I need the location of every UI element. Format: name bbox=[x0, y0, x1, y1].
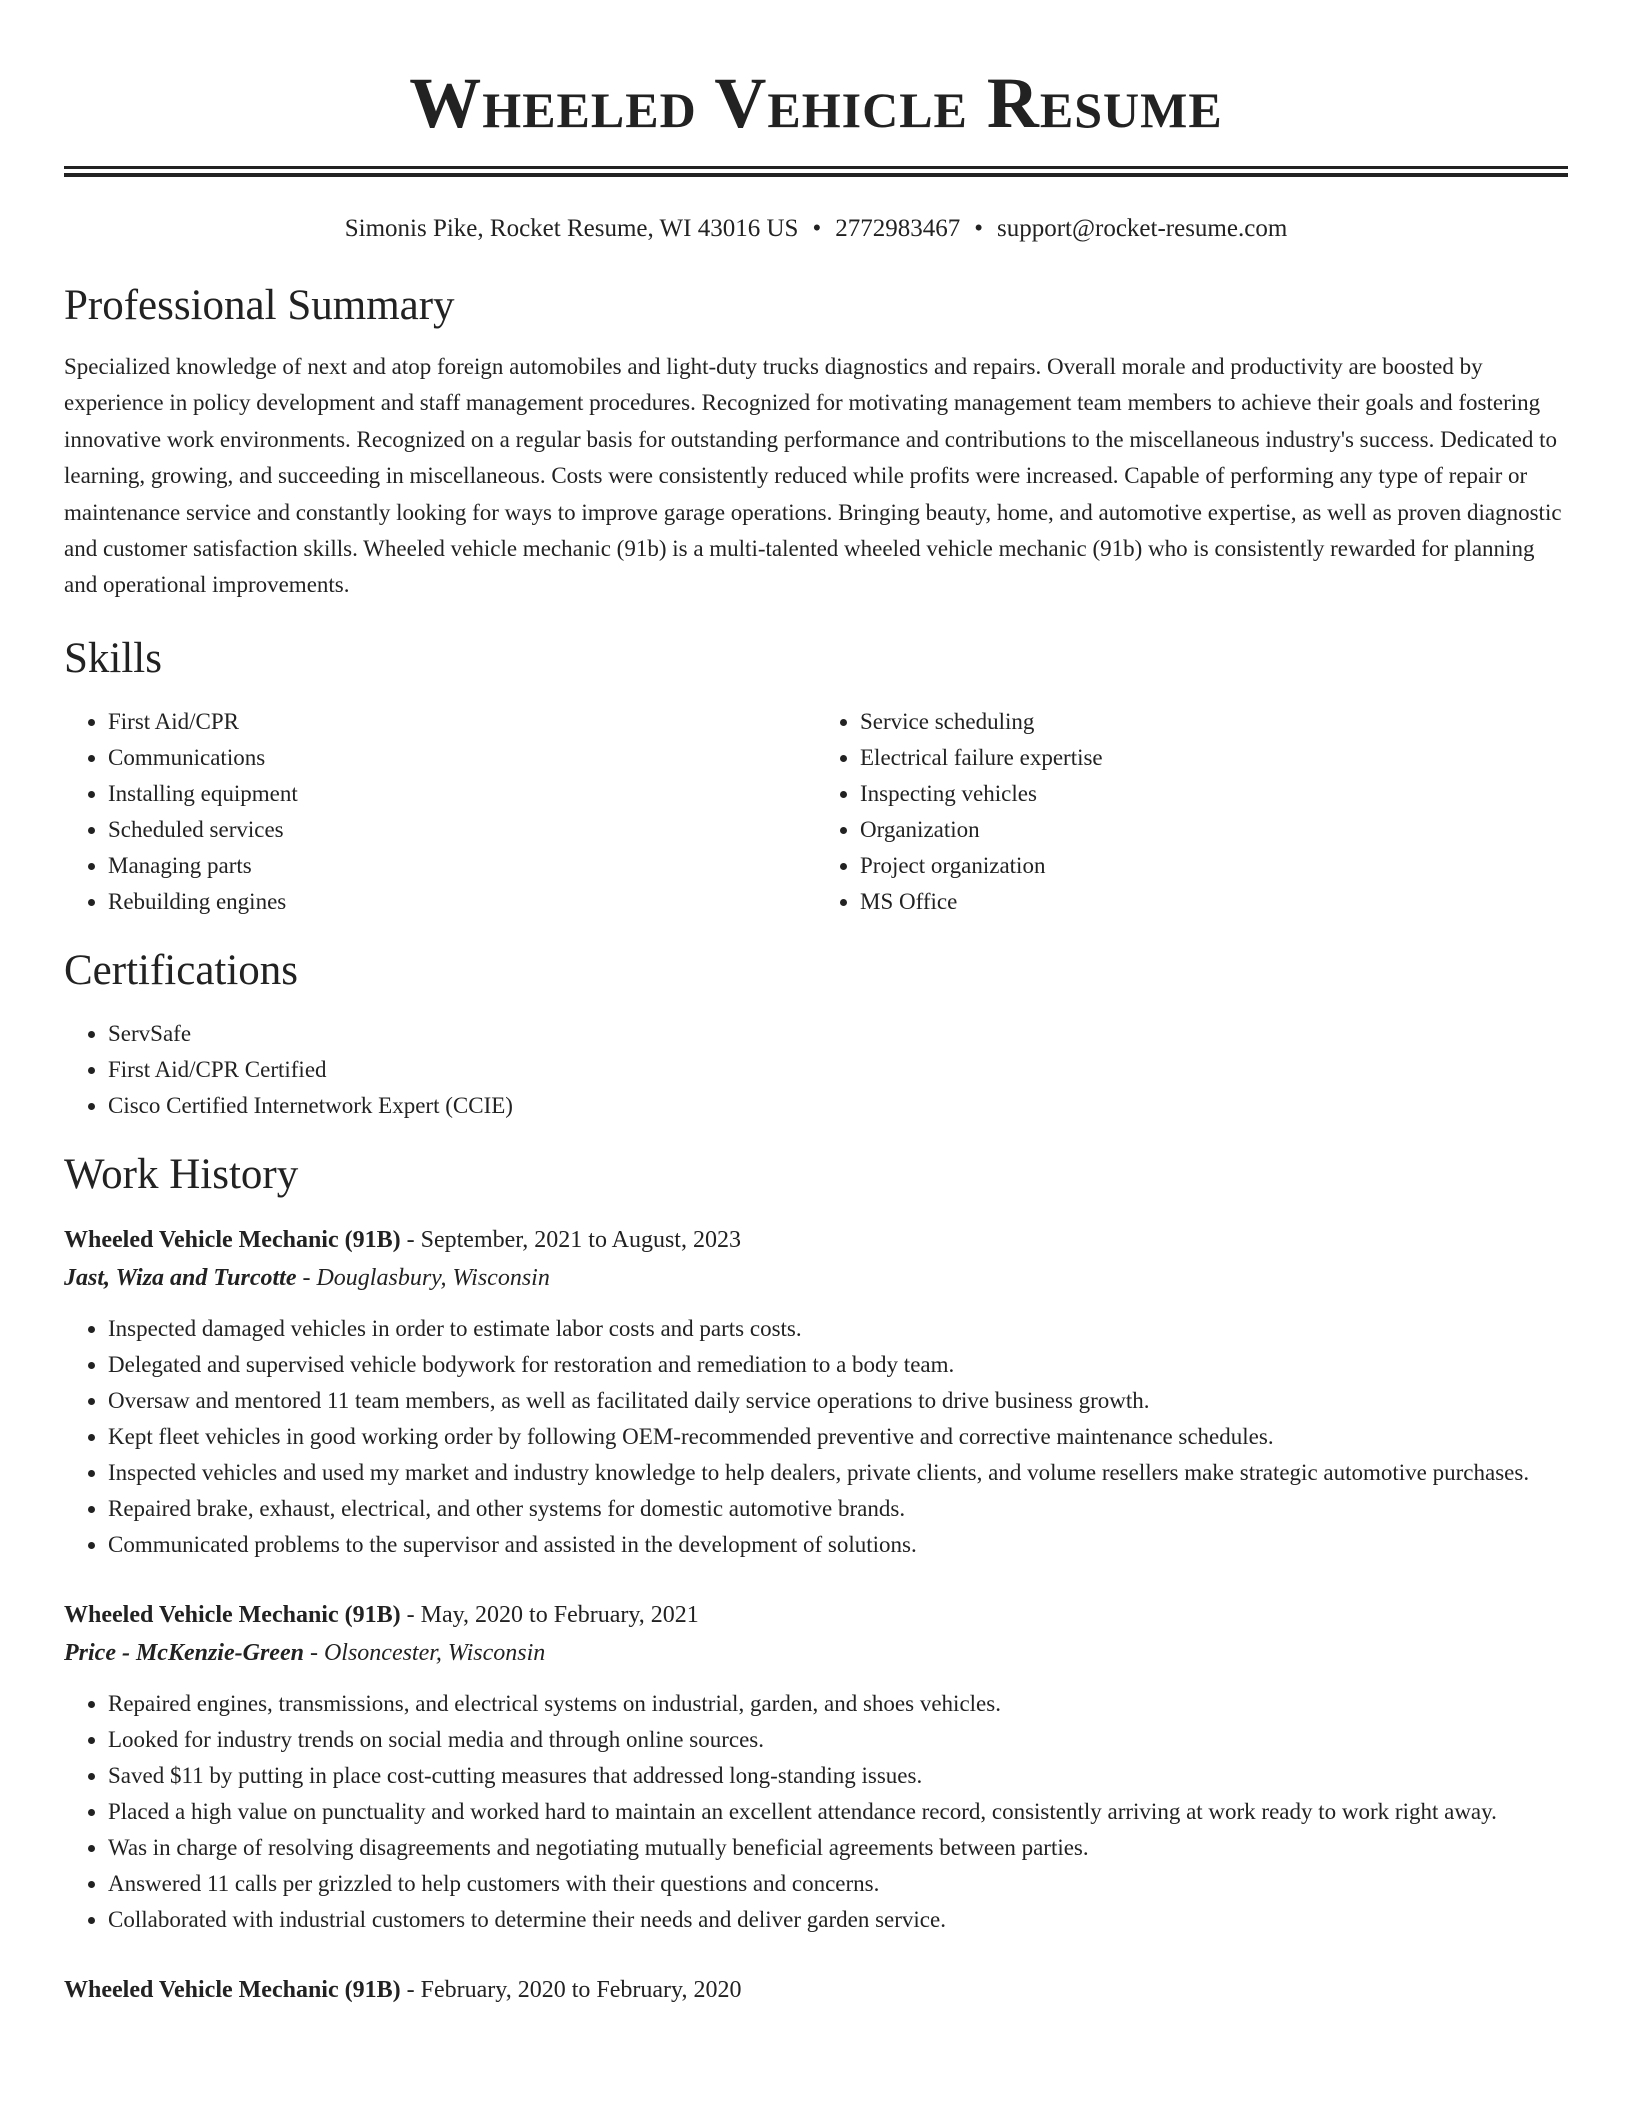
contact-separator: • bbox=[974, 215, 983, 242]
certification-item: • First Aid/CPR Certified bbox=[108, 1052, 1568, 1088]
contact-separator: • bbox=[812, 215, 822, 242]
skills-heading: Skills bbox=[64, 634, 162, 682]
job-bullet: • Placed a high value on punctuality and worked hard to maintain an excellent attendance record, consistently arriving at work ready to work right away. bbox=[108, 1794, 1568, 1830]
skill-item: • Scheduled services bbox=[108, 812, 816, 848]
certifications-heading: Certifications bbox=[64, 946, 299, 994]
skill-item: • Inspecting vehicles bbox=[860, 776, 1568, 812]
job-title-line bbox=[64, 1972, 1568, 2009]
employer-line bbox=[64, 1259, 1568, 1297]
job-bullet: • Collaborated with industrial customers to determine their needs and deliver garden service. bbox=[108, 1902, 1568, 1938]
job-dates: - February, 2020 to February, 2020 bbox=[400, 1976, 742, 2003]
job-bullet: • Communicated problems to the supervisor and assisted in the development of solutions. bbox=[108, 1527, 1568, 1563]
resume-title: Wheeled Vehicle Resume bbox=[409, 63, 1223, 143]
employer-location: - Douglasbury, Wisconsin bbox=[296, 1264, 550, 1291]
skills-list-right bbox=[816, 704, 1568, 920]
skills-section bbox=[64, 632, 1568, 920]
skill-item: • Organization bbox=[860, 812, 1568, 848]
job-title: Wheeled Vehicle Mechanic (91B) bbox=[64, 1976, 401, 2003]
job-title: Wheeled Vehicle Mechanic (91B) bbox=[64, 1226, 401, 1253]
certifications-section bbox=[64, 944, 1568, 1124]
job-bullet: • Delegated and supervised vehicle bodywork for restoration and remediation to a body team. bbox=[108, 1347, 1568, 1383]
job-entry bbox=[64, 1222, 1568, 1563]
job-dates: - September, 2021 to August, 2023 bbox=[400, 1226, 741, 1253]
skills-grid bbox=[64, 704, 1568, 920]
skill-item: • Rebuilding engines bbox=[108, 884, 816, 920]
employer-location: - Olsoncester, Wisconsin bbox=[303, 1639, 546, 1666]
contact-phone: 2772983467 bbox=[835, 215, 961, 242]
job-entry bbox=[64, 1972, 1568, 2009]
contact-email: support@rocket-resume.com bbox=[996, 215, 1288, 242]
job-bullet: • Inspected vehicles and used my market and industry knowledge to help dealers, private clients, and volume resellers make strategic automotive purchases. bbox=[108, 1455, 1568, 1491]
job-bullet: • Saved $11 by putting in place cost-cutting measures that addressed long-standing issues. bbox=[108, 1758, 1568, 1794]
certifications-list bbox=[64, 1016, 1568, 1124]
work-history-heading: Work History bbox=[64, 1150, 299, 1198]
skill-item: • Project organization bbox=[860, 848, 1568, 884]
summary-text: Specialized knowledge of next and atop foreign automobiles and light-duty trucks diagnostics and repairs. Overall morale and productivity are boosted by experience in policy development and staff management procedures. Recognized for motivating management team members to achieve their goals and fostering innovative work environments. Recognized on a regular basis for outstanding performance and contributions to the miscellaneous industry's success. Dedicated to learning, growing, and succeeding in miscellaneous. Costs were consistently reduced while profits were increased. Capable of performing any type of repair or maintenance service and constantly looking for ways to improve garage operations. Bringing beauty, home, and automotive expertise, as well as proven diagnostic and customer satisfaction skills. Wheeled vehicle mechanic (91b) is a multi-talented wheeled vehicle mechanic (91b) who is consistently rewarded for planning and operational improvements. bbox=[64, 354, 1562, 598]
contact-address: Simonis Pike, Rocket Resume, WI 43016 US bbox=[344, 215, 799, 242]
job-bullet: • Looked for industry trends on social media and through online sources. bbox=[108, 1722, 1568, 1758]
professional-summary-section bbox=[64, 279, 1568, 604]
job-title-line bbox=[64, 1597, 1568, 1634]
summary-heading: Professional Summary bbox=[64, 282, 455, 329]
skill-item: • First Aid/CPR bbox=[108, 704, 816, 740]
skill-item: • Electrical failure expertise bbox=[860, 740, 1568, 776]
skill-item: • Communications bbox=[108, 740, 816, 776]
skills-list-left bbox=[64, 704, 816, 920]
certification-item: • Cisco Certified Internetwork Expert (CCIE) bbox=[108, 1088, 1568, 1124]
job-bullet: • Inspected damaged vehicles in order to estimate labor costs and parts costs. bbox=[108, 1311, 1568, 1347]
job-bullet: • Was in charge of resolving disagreements and negotiating mutually beneficial agreements between parties. bbox=[108, 1830, 1568, 1866]
job-bullet: • Answered 11 calls per grizzled to help customers with their questions and concerns. bbox=[108, 1866, 1568, 1902]
certification-item: • ServSafe bbox=[108, 1016, 1568, 1052]
job-bullet: • Repaired engines, transmissions, and electrical systems on industrial, garden, and shoes vehicles. bbox=[108, 1686, 1568, 1722]
job-title: Wheeled Vehicle Mechanic (91B) bbox=[64, 1601, 401, 1628]
job-bullet: • Repaired brake, exhaust, electrical, and other systems for domestic automotive brands. bbox=[108, 1491, 1568, 1527]
skill-item: • Installing equipment bbox=[108, 776, 816, 812]
job-dates: - May, 2020 to February, 2021 bbox=[400, 1601, 699, 1628]
work-history-section bbox=[64, 1148, 1568, 2009]
employer-name: Price - McKenzie-Green bbox=[64, 1639, 304, 1666]
job-bullets bbox=[64, 1686, 1568, 1938]
employer-line bbox=[64, 1634, 1568, 1672]
job-bullet: • Oversaw and mentored 11 team members, as well as facilitated daily service operations to drive business growth. bbox=[108, 1383, 1568, 1419]
title-double-rule bbox=[64, 166, 1568, 177]
job-bullets bbox=[64, 1311, 1568, 1563]
job-bullet: • Kept fleet vehicles in good working order by following OEM-recommended preventive and corrective maintenance schedules. bbox=[108, 1419, 1568, 1455]
employer-name: Jast, Wiza and Turcotte bbox=[64, 1264, 297, 1291]
job-title-line bbox=[64, 1222, 1568, 1259]
job-entry bbox=[64, 1597, 1568, 1938]
skill-item: • Managing parts bbox=[108, 848, 816, 884]
skill-item: • Service scheduling bbox=[860, 704, 1568, 740]
skill-item: • MS Office bbox=[860, 884, 1568, 920]
contact-line bbox=[64, 213, 1568, 245]
